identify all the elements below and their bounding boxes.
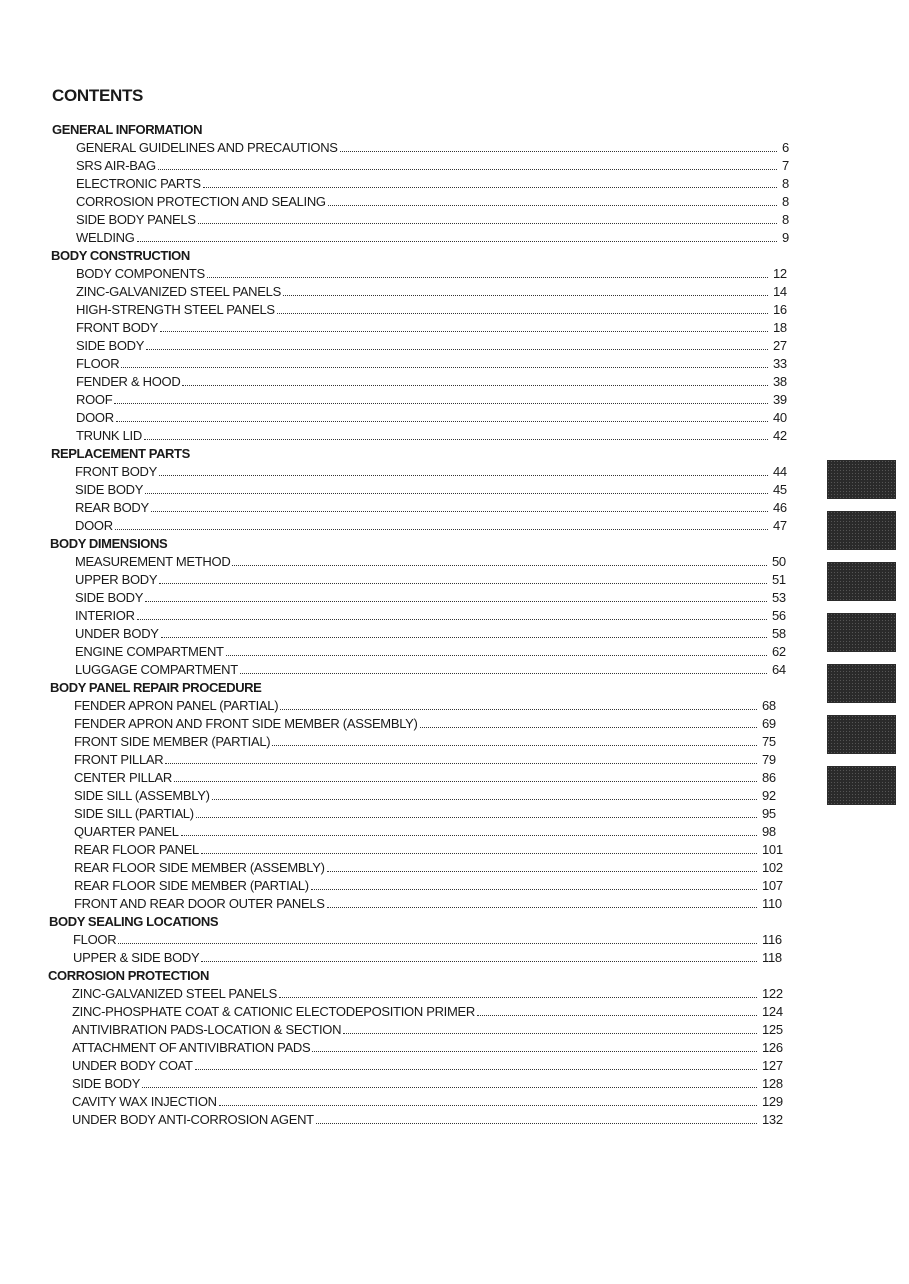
dot-leader <box>340 150 777 152</box>
dot-leader <box>165 762 757 764</box>
toc-entry-title: FLOOR <box>76 356 120 371</box>
toc-entry[interactable] <box>0 193 808 211</box>
dot-leader <box>116 420 768 422</box>
toc-entry[interactable] <box>0 175 808 193</box>
toc-entry[interactable] <box>0 409 799 427</box>
toc-entry[interactable] <box>0 877 788 895</box>
toc-page-number: 58 <box>772 626 786 641</box>
toc-entry[interactable] <box>0 625 798 643</box>
dot-leader <box>327 870 757 872</box>
dot-leader <box>277 312 768 314</box>
toc-page-number: 101 <box>762 842 783 857</box>
toc-entry-title: FENDER APRON AND FRONT SIDE MEMBER (ASSEMBLY) <box>74 716 418 731</box>
toc-entry-title: FRONT BODY <box>76 320 158 335</box>
toc-entry[interactable] <box>0 283 799 301</box>
toc-entry-title: LUGGAGE COMPARTMENT <box>75 662 238 677</box>
toc-entry[interactable] <box>0 931 788 949</box>
toc-entry-title: UNDER BODY COAT <box>72 1058 193 1073</box>
section-heading: BODY CONSTRUCTION <box>51 248 190 263</box>
toc-entry-title: MEASUREMENT METHOD <box>75 554 231 569</box>
toc-page-number: 110 <box>762 896 782 911</box>
toc-entry-title: QUARTER PANEL <box>74 824 179 839</box>
toc-entry[interactable] <box>0 841 788 859</box>
toc-page-number: 8 <box>782 176 789 191</box>
toc-entry[interactable] <box>0 985 788 1003</box>
dot-leader <box>144 438 768 440</box>
toc-page-number: 7 <box>782 158 789 173</box>
toc-entry[interactable] <box>0 265 799 283</box>
toc-page-number: 38 <box>773 374 787 389</box>
toc-entry[interactable] <box>0 607 798 625</box>
toc-page-number: 68 <box>762 698 776 713</box>
toc-page-number: 64 <box>772 662 786 677</box>
section-heading: BODY SEALING LOCATIONS <box>49 914 219 929</box>
toc-entry[interactable] <box>0 787 788 805</box>
dot-leader <box>312 1050 757 1052</box>
toc-page-number: 39 <box>773 392 787 407</box>
toc-entry[interactable] <box>0 697 788 715</box>
toc-entry[interactable] <box>0 805 788 823</box>
toc-page-number: 125 <box>762 1022 783 1037</box>
dot-leader <box>145 492 768 494</box>
toc-entry-title: DOOR <box>75 518 113 533</box>
toc-entry[interactable] <box>0 571 798 589</box>
toc-entry-title: SRS AIR-BAG <box>76 158 156 173</box>
toc-entry-title: UPPER BODY <box>75 572 158 587</box>
toc-page-number: 75 <box>762 734 776 749</box>
toc-entry[interactable] <box>0 427 799 445</box>
dot-leader <box>142 1086 757 1088</box>
toc-entry-title: GENERAL GUIDELINES AND PRECAUTIONS <box>76 140 338 155</box>
toc-page-number: 127 <box>762 1058 783 1073</box>
section-tab-4[interactable] <box>827 613 896 652</box>
dot-leader <box>316 1122 757 1124</box>
toc-page-number: 6 <box>782 140 789 155</box>
toc-entry[interactable] <box>0 499 799 517</box>
toc-page-number: 122 <box>762 986 783 1001</box>
dot-leader <box>159 582 767 584</box>
toc-entry[interactable] <box>0 1057 788 1075</box>
toc-entry[interactable] <box>0 517 799 535</box>
toc-entry-title: ELECTRONIC PARTS <box>76 176 201 191</box>
toc-page-number: 18 <box>773 320 787 335</box>
toc-page-number: 56 <box>772 608 786 623</box>
dot-leader <box>182 384 768 386</box>
toc-entry[interactable] <box>0 157 808 175</box>
toc-page-number: 45 <box>773 482 787 497</box>
dot-leader <box>343 1032 757 1034</box>
toc-page-number: 62 <box>772 644 786 659</box>
toc-page-number: 102 <box>762 860 783 875</box>
toc-page-number: 124 <box>762 1004 783 1019</box>
toc-page-number: 27 <box>773 338 787 353</box>
toc-entry[interactable] <box>0 463 799 481</box>
toc-page-number: 33 <box>773 356 787 371</box>
toc-entry[interactable] <box>0 481 799 499</box>
section-heading: GENERAL INFORMATION <box>52 122 203 137</box>
toc-entry[interactable] <box>0 1039 788 1057</box>
toc-entry[interactable] <box>0 229 808 247</box>
toc-entry-title: ZINC-PHOSPHATE COAT & CATIONIC ELECTODEPOSITION PRIMER <box>72 1004 475 1019</box>
toc-entry-title: FRONT BODY <box>75 464 157 479</box>
toc-page-number: 132 <box>762 1112 783 1127</box>
toc-entry[interactable] <box>0 1093 788 1111</box>
dot-leader <box>203 186 777 188</box>
toc-entry[interactable] <box>0 643 798 661</box>
section-heading: BODY PANEL REPAIR PROCEDURE <box>50 680 262 695</box>
toc-page-number: 47 <box>773 518 787 533</box>
dot-leader <box>181 834 757 836</box>
toc-entry-title: FENDER & HOOD <box>76 374 181 389</box>
dot-leader <box>137 618 767 620</box>
section-tab-5[interactable] <box>827 664 896 703</box>
section-heading: BODY DIMENSIONS <box>50 536 168 551</box>
toc-entry[interactable] <box>0 211 808 229</box>
toc-entry-title: CAVITY WAX INJECTION <box>72 1094 217 1109</box>
toc-entry[interactable] <box>0 715 788 733</box>
toc-entry[interactable] <box>0 895 788 913</box>
toc-entry[interactable] <box>0 1075 788 1093</box>
toc-entry-title: FRONT SIDE MEMBER (PARTIAL) <box>74 734 271 749</box>
toc-entry-title: UNDER BODY <box>75 626 159 641</box>
toc-entry[interactable] <box>0 589 798 607</box>
toc-page-number: 50 <box>772 554 786 569</box>
toc-entry-title: SIDE BODY <box>75 482 144 497</box>
dot-leader <box>477 1014 757 1016</box>
dot-leader <box>280 708 757 710</box>
dot-leader <box>137 240 777 242</box>
section-tab-7[interactable] <box>827 766 896 805</box>
toc-entry-title: CORROSION PROTECTION AND SEALING <box>76 194 326 209</box>
toc-entry-title: REAR BODY <box>75 500 149 515</box>
dot-leader <box>283 294 768 296</box>
toc-entry-title: ATTACHMENT OF ANTIVIBRATION PADS <box>72 1040 311 1055</box>
dot-leader <box>327 906 757 908</box>
toc-entry-title: REAR FLOOR SIDE MEMBER (PARTIAL) <box>74 878 309 893</box>
toc-page-number: 118 <box>762 950 782 965</box>
toc-page-number: 126 <box>762 1040 783 1055</box>
dot-leader <box>198 222 777 224</box>
section-tab-1[interactable] <box>827 460 896 499</box>
toc-entry-title: ANTIVIBRATION PADS-LOCATION & SECTION <box>72 1022 342 1037</box>
section-heading: REPLACEMENT PARTS <box>51 446 190 461</box>
toc-page-number: 14 <box>773 284 787 299</box>
toc-entry-title: CENTER PILLAR <box>74 770 172 785</box>
dot-leader <box>146 348 768 350</box>
toc-entry-title: WELDING <box>76 230 135 245</box>
dot-leader <box>114 402 768 404</box>
toc-entry[interactable] <box>0 751 788 769</box>
dot-leader <box>232 564 767 566</box>
toc-entry-title: ROOF <box>76 392 113 407</box>
toc-entry-title: REAR FLOOR PANEL <box>74 842 199 857</box>
dot-leader <box>158 168 777 170</box>
toc-entry-title: INTERIOR <box>75 608 135 623</box>
toc-entry[interactable] <box>0 553 798 571</box>
toc-entry-title: ZINC-GALVANIZED STEEL PANELS <box>76 284 281 299</box>
dot-leader <box>160 330 768 332</box>
toc-entry-title: SIDE BODY <box>72 1076 141 1091</box>
dot-leader <box>420 726 757 728</box>
toc-entry-title: FRONT PILLAR <box>74 752 164 767</box>
toc-page-number: 8 <box>782 212 789 227</box>
dot-leader <box>145 600 767 602</box>
dot-leader <box>212 798 757 800</box>
toc-entry-title: SIDE SILL (PARTIAL) <box>74 806 194 821</box>
dot-leader <box>240 672 767 674</box>
toc-entry-title: SIDE BODY <box>75 590 144 605</box>
section-heading: CORROSION PROTECTION <box>48 968 210 983</box>
dot-leader <box>195 1068 757 1070</box>
dot-leader <box>328 204 777 206</box>
dot-leader <box>207 276 768 278</box>
dot-leader <box>151 510 768 512</box>
toc-page-number: 16 <box>773 302 787 317</box>
toc-page-number: 98 <box>762 824 776 839</box>
dot-leader <box>174 780 757 782</box>
toc-page-number: 79 <box>762 752 776 767</box>
toc-entry[interactable] <box>0 355 799 373</box>
toc-page-number: 128 <box>762 1076 783 1091</box>
toc-entry[interactable] <box>0 1111 788 1129</box>
toc-page-number: 92 <box>762 788 776 803</box>
toc-page-number: 53 <box>772 590 786 605</box>
dot-leader <box>118 942 757 944</box>
toc-entry-title: FENDER APRON PANEL (PARTIAL) <box>74 698 279 713</box>
toc-entry[interactable] <box>0 859 788 877</box>
toc-page-number: 46 <box>773 500 787 515</box>
dot-leader <box>272 744 757 746</box>
toc-page-number: 86 <box>762 770 776 785</box>
toc-page-number: 12 <box>773 266 787 281</box>
dot-leader <box>226 654 767 656</box>
toc-entry[interactable] <box>0 733 788 751</box>
section-tab-3[interactable] <box>827 562 896 601</box>
page-title: CONTENTS <box>52 86 144 105</box>
dot-leader <box>201 852 757 854</box>
toc-entry[interactable] <box>0 769 788 787</box>
toc-entry[interactable] <box>0 373 799 391</box>
toc-entry-title: ZINC-GALVANIZED STEEL PANELS <box>72 986 277 1001</box>
dot-leader <box>201 960 757 962</box>
toc-entry[interactable] <box>0 1003 788 1021</box>
toc-entry[interactable] <box>0 1021 788 1039</box>
toc-entry-title: UPPER & SIDE BODY <box>73 950 200 965</box>
toc-page-number: 69 <box>762 716 776 731</box>
dot-leader <box>159 474 768 476</box>
toc-entry-title: BODY COMPONENTS <box>76 266 205 281</box>
toc-entry-title: HIGH-STRENGTH STEEL PANELS <box>76 302 275 317</box>
section-tab-2[interactable] <box>827 511 896 550</box>
toc-page-number: 116 <box>762 932 782 947</box>
toc-entry-title: ENGINE COMPARTMENT <box>75 644 224 659</box>
toc-page-number: 95 <box>762 806 776 821</box>
toc-page-number: 8 <box>782 194 789 209</box>
toc-entry[interactable] <box>0 337 799 355</box>
table-of-contents <box>0 121 800 1129</box>
toc-entry[interactable] <box>0 139 808 157</box>
toc-entry[interactable] <box>0 319 799 337</box>
toc-entry-title: REAR FLOOR SIDE MEMBER (ASSEMBLY) <box>74 860 325 875</box>
section-tab-6[interactable] <box>827 715 896 754</box>
toc-page-number: 51 <box>772 572 786 587</box>
dot-leader <box>196 816 757 818</box>
dot-leader <box>115 528 768 530</box>
dot-leader <box>311 888 757 890</box>
toc-page-number: 40 <box>773 410 787 425</box>
toc-page-number: 107 <box>762 878 783 893</box>
toc-entry-title: FRONT AND REAR DOOR OUTER PANELS <box>74 896 325 911</box>
toc-page-number: 129 <box>762 1094 783 1109</box>
toc-entry[interactable] <box>0 823 788 841</box>
toc-entry-title: UNDER BODY ANTI-CORROSION AGENT <box>72 1112 314 1127</box>
section-index-tabs <box>827 460 896 817</box>
toc-entry-title: TRUNK LID <box>76 428 142 443</box>
dot-leader <box>161 636 767 638</box>
toc-entry[interactable] <box>0 661 798 679</box>
dot-leader <box>121 366 768 368</box>
toc-entry-title: SIDE BODY PANELS <box>76 212 196 227</box>
toc-entry-title: DOOR <box>76 410 114 425</box>
toc-page-number: 42 <box>773 428 787 443</box>
toc-page-number: 9 <box>782 230 789 245</box>
toc-page-number: 44 <box>773 464 787 479</box>
toc-entry[interactable] <box>0 301 799 319</box>
toc-entry-title: SIDE SILL (ASSEMBLY) <box>74 788 210 803</box>
toc-entry-title: SIDE BODY <box>76 338 145 353</box>
toc-entry[interactable] <box>0 949 788 967</box>
toc-entry[interactable] <box>0 391 799 409</box>
dot-leader <box>279 996 757 998</box>
toc-entry-title: FLOOR <box>73 932 117 947</box>
dot-leader <box>219 1104 757 1106</box>
